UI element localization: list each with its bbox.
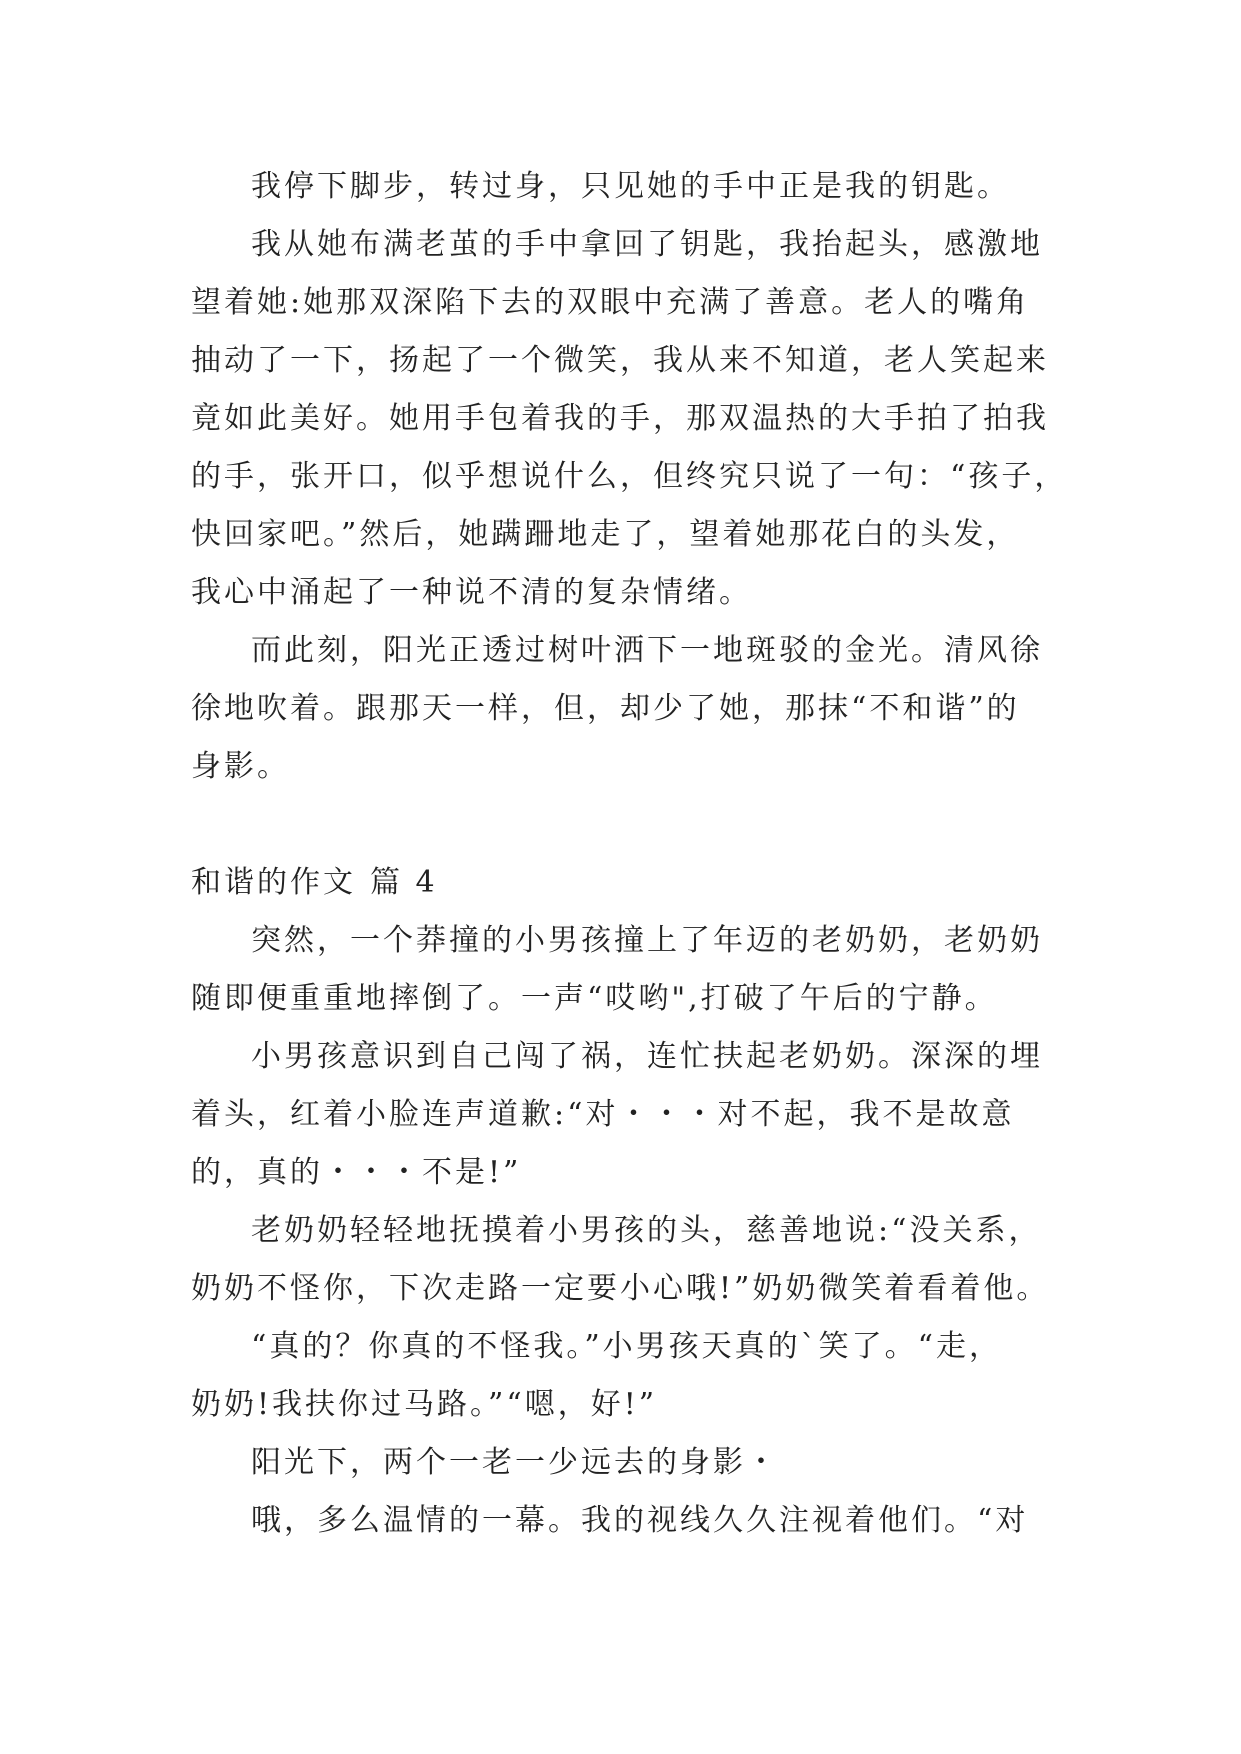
text-line: 我从她布满老茧的手中拿回了钥匙，我抬起头，感激地 xyxy=(251,227,1043,262)
paragraph xyxy=(191,912,1071,1028)
text-line: 突然，一个莽撞的小男孩撞上了年迈的老奶奶，老奶奶 xyxy=(251,923,1043,958)
paragraph xyxy=(191,1202,1071,1318)
text-line: 我心中涌起了一种说不清的复杂情绪。 xyxy=(191,575,752,610)
text-line: 阳光下，两个一老一少远去的身影・ xyxy=(251,1445,779,1480)
text-line: 奶奶不怪你，下次走路一定要小心哦!”奶奶微笑着看着他。 xyxy=(191,1271,1050,1306)
text-line: 哦，多么温情的一幕。我的视线久久注视着他们。“对 xyxy=(251,1503,1029,1538)
paragraph xyxy=(191,216,1071,622)
text-line: 身影。 xyxy=(191,749,290,784)
text-line: 我停下脚步，转过身，只见她的手中正是我的钥匙。 xyxy=(251,169,1010,204)
paragraph xyxy=(191,1492,1071,1550)
paragraph xyxy=(191,622,1071,796)
text-line: “真的？你真的不怪我。”小男孩天真的`笑了。“走， xyxy=(251,1329,1003,1364)
text-line: 小男孩意识到自己闯了祸，连忙扶起老奶奶。深深的埋 xyxy=(251,1039,1043,1074)
text-line: 的手，张开口，似乎想说什么，但终究只说了一句：“孩子， xyxy=(191,459,1068,494)
paragraph xyxy=(191,1028,1071,1202)
text-line: 徐地吹着。跟那天一样，但，却少了她，那抹“不和谐”的 xyxy=(191,691,1020,726)
paragraph xyxy=(191,1434,1071,1492)
paragraph xyxy=(191,158,1071,216)
text-line: 的，真的・・・不是!” xyxy=(191,1155,522,1190)
text-line: 着头，红着小脸连声道歉:“对・・・对不起，我不是故意 xyxy=(191,1097,1015,1132)
section-heading xyxy=(191,854,1071,912)
text-line: 随即便重重地摔倒了。一声“哎哟",打破了午后的宁静。 xyxy=(191,981,998,1016)
document-page xyxy=(191,158,1071,1550)
text-line: 奶奶!我扶你过马路。”“嗯，好!” xyxy=(191,1387,658,1422)
paragraph xyxy=(191,1318,1071,1434)
essay-part-1 xyxy=(191,158,1071,796)
text-line: 望着她:她那双深陷下去的双眼中充满了善意。老人的嘴角 xyxy=(191,285,1030,320)
text-line: 快回家吧。”然后，她蹒跚地走了，望着她那花白的头发， xyxy=(191,517,1020,552)
text-line: 抽动了一下，扬起了一个微笑，我从来不知道，老人笑起来 xyxy=(191,343,1049,378)
text-line: 竟如此美好。她用手包着我的手，那双温热的大手拍了拍我 xyxy=(191,401,1049,436)
essay-part-2 xyxy=(191,912,1071,1550)
text-line: 而此刻，阳光正透过树叶洒下一地斑驳的金光。清风徐 xyxy=(251,633,1043,668)
text-line: 老奶奶轻轻地抚摸着小男孩的头，慈善地说:“没关系， xyxy=(251,1213,1042,1248)
heading-section-number: 篇 4 xyxy=(370,865,438,900)
heading-title: 和谐的作文 xyxy=(191,865,356,900)
